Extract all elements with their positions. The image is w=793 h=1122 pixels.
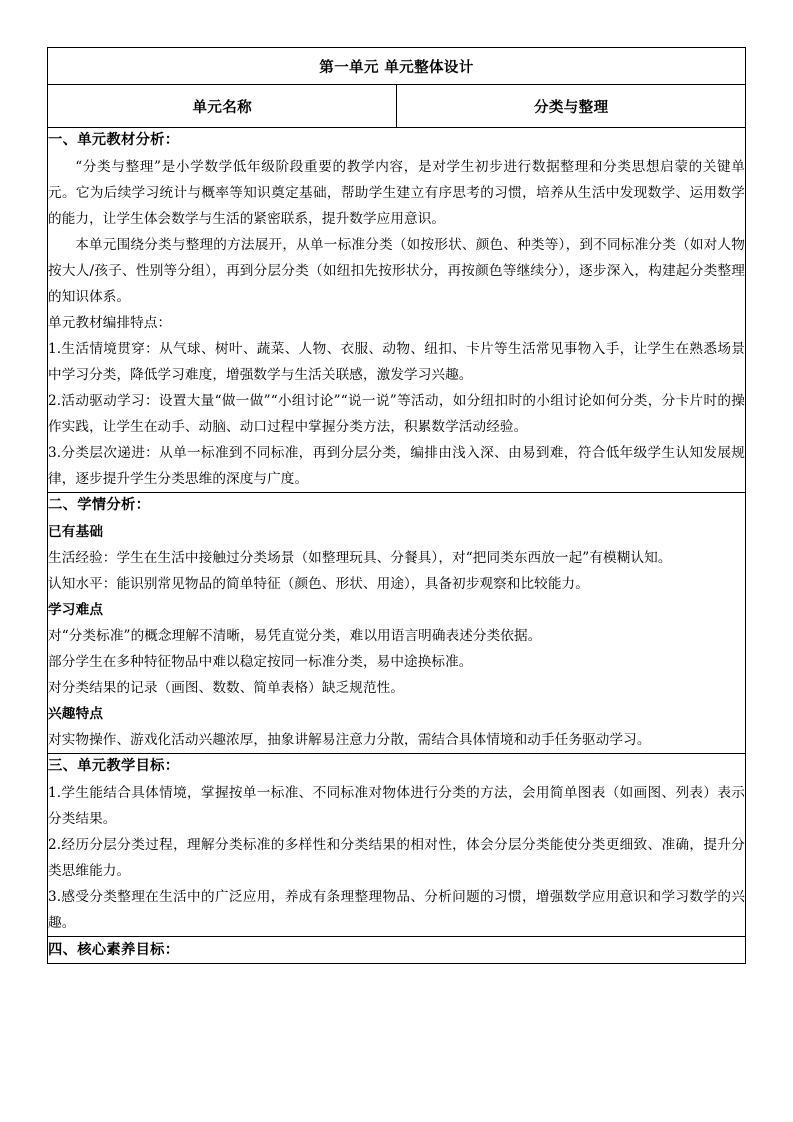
section-3-goal-2: 2.经历分层分类过程，理解分类标准的多样性和分类结果的相对性，体会分层分类能使分类更细致、准确，提升分类思维能力。: [48, 837, 745, 879]
section-2-difficulty-1: 对“分类标准”的概念理解不清晰，易凭直觉分类，难以用语言明确表述分类依据。: [48, 628, 542, 644]
section-2-difficulty-3: 对分类结果的记录（画图、数数、简单表格）缺乏规范性。: [48, 680, 405, 696]
section-2-basis-2: 认知水平：能识别常见物品的简单特征（颜色、形状、用途），具备初步观察和比较能力。: [48, 576, 589, 592]
section-core-literacy-goals: [48, 937, 746, 964]
section-2-interest-1: 对实物操作、游戏化活动兴趣浓厚，抽象讲解易注意力分散，需结合具体情境和动手任务驱动学习。: [48, 732, 651, 748]
section-1-paragraph-3: 单元教材编排特点：: [48, 315, 172, 331]
section-textbook-analysis: [48, 128, 746, 493]
section-3-heading: 三、单元教学目标：: [48, 758, 180, 774]
unit-name-value: 分类与整理: [397, 85, 746, 128]
section-2-subheading-interests: 兴趣特点: [48, 706, 104, 722]
section-1-paragraph-1: “分类与整理”是小学数学低年级阶段重要的教学内容，是对学生初步进行数据整理和分类思想启蒙的关键单元。它为后续学习统计与概率等知识奠定基础，帮助学生建立有序思考的习惯，培养从生活中发现数学、运用数学的能力，让学生体会数学与生活的紧密联系，提升数学应用意识。: [48, 159, 745, 227]
section-2-subheading-basis: 已有基础: [48, 524, 104, 540]
section-1-paragraph-2: 本单元围绕分类与整理的方法展开，从单一标准分类（如按形状、颜色、种类等），到不同标准分类（如对人物按大人/孩子、性别等分组），再到分层分类（如纽扣先按形状分，再按颜色等继续分），逐步深入，构建起分类整理的知识体系。: [48, 237, 745, 305]
section-2-basis-1: 生活经验：学生在生活中接触过分类场景（如整理玩具、分餐具），对“把同类东西放一起”有模糊认知。: [48, 550, 672, 566]
section-1-paragraph-6: 3.分类层次递进：从单一标准到不同标准，再到分层分类，编排由浅入深、由易到难，符合低年级学生认知发展规律，逐步提升学生分类思维的深度与广度。: [48, 445, 745, 487]
section-student-analysis: [48, 493, 746, 754]
section-1-paragraph-5: 2.活动驱动学习：设置大量“做一做”“小组讨论”“说一说”等活动，如分纽扣时的小组讨论如何分类，分卡片时的操作实践，让学生在动手、动脑、动口过程中掌握分类方法，积累数学活动经验。: [48, 393, 745, 435]
document-title: 第一单元 单元整体设计: [48, 48, 746, 85]
section-1-paragraph-4: 1.生活情境贯穿：从气球、树叶、蔬菜、人物、衣服、动物、纽扣、卡片等生活常见事物入手，让学生在熟悉场景中学习分类，降低学习难度，增强数学与生活关联感，激发学习兴趣。: [48, 341, 745, 383]
section-2-heading: 二、学情分析：: [48, 497, 151, 513]
table-row-section-2: [48, 493, 746, 754]
section-1-heading: 一、单元教材分析：: [48, 132, 180, 148]
table-row-section-1: [48, 128, 746, 493]
table-row-section-4: [48, 937, 746, 964]
section-4-heading: 四、核心素养目标：: [48, 942, 180, 958]
table-row-unit-name: [48, 85, 746, 128]
section-3-goal-1: 1.学生能结合具体情境，掌握按单一标准、不同标准对物体进行分类的方法，会用简单图表（如画图、列表）表示分类结果。: [48, 785, 745, 827]
section-3-goal-3: 3.感受分类整理在生活中的广泛应用，养成有条理整理物品、分析问题的习惯，增强数学应用意识和学习数学的兴趣。: [48, 889, 745, 931]
unit-name-label: 单元名称: [48, 85, 397, 128]
section-2-difficulty-2: 部分学生在多种特征物品中难以稳定按同一标准分类，易中途换标准。: [48, 654, 473, 670]
table-row-title: [48, 48, 746, 85]
section-2-subheading-difficulties: 学习难点: [48, 602, 104, 618]
section-teaching-goals: [48, 754, 746, 937]
table-row-section-3: [48, 754, 746, 937]
unit-design-table: [47, 47, 746, 964]
